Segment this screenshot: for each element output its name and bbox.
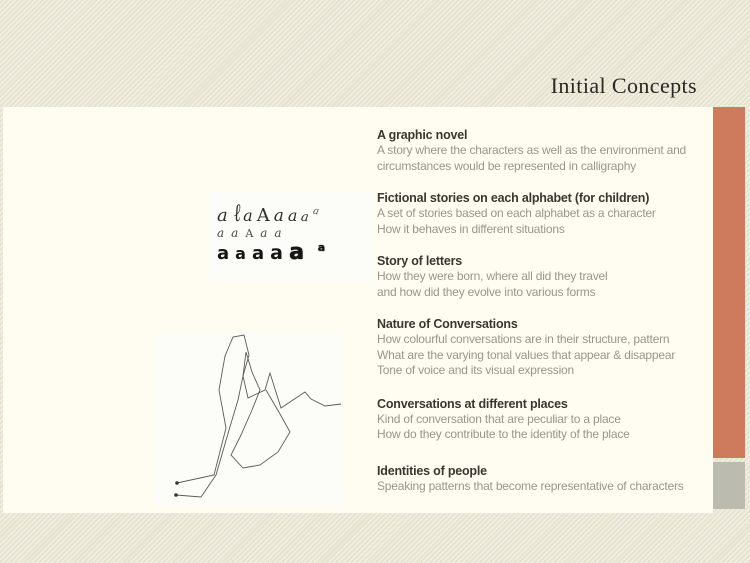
calligraphy-glyph: a bbox=[312, 205, 321, 218]
calligraphy-glyph: a bbox=[273, 206, 284, 226]
calligraphy-glyph: a bbox=[217, 226, 225, 240]
section-body-line: Speaking patterns that become representative of characters bbox=[377, 478, 684, 493]
calligraphy-glyph: a bbox=[243, 206, 253, 225]
calligraphy-image bbox=[209, 192, 371, 282]
calligraphy-glyph: a bbox=[217, 243, 230, 264]
calligraphy-glyph: a bbox=[270, 242, 283, 264]
section-body-line: What are the varying tonal values that appear & disappear bbox=[377, 347, 676, 362]
conversation-path-svg bbox=[155, 332, 343, 505]
calligraphy-glyph: ℓ bbox=[232, 197, 241, 228]
section-body-line: circumstances would be represented in calligraphy bbox=[377, 158, 637, 173]
calligraphy-glyph: a bbox=[288, 240, 304, 265]
section-heading: Story of letters bbox=[377, 254, 463, 268]
calligraphy-row bbox=[217, 226, 363, 240]
conversation-drawing-image bbox=[155, 332, 343, 505]
calligraphy-row bbox=[217, 240, 363, 265]
calligraphy-glyph: a bbox=[231, 226, 239, 240]
conversation-polyline bbox=[176, 352, 290, 497]
section-heading: A graphic novel bbox=[377, 128, 468, 142]
concept-section bbox=[377, 253, 697, 300]
concept-section bbox=[377, 190, 697, 237]
concept-section bbox=[377, 316, 697, 379]
concept-section bbox=[377, 396, 697, 443]
accent-bar-terracotta bbox=[713, 107, 745, 458]
section-body-line: How they were born, where all did they travel bbox=[377, 269, 608, 283]
section-body-line: Kind of conversation that are peculiar to a place bbox=[377, 411, 621, 426]
accent-bar-gray bbox=[713, 462, 745, 509]
calligraphy-glyph: a bbox=[217, 205, 228, 226]
calligraphy-glyph: a bbox=[287, 206, 298, 225]
calligraphy-row bbox=[217, 198, 363, 228]
calligraphy-glyph: A bbox=[256, 205, 270, 226]
calligraphy-glyph: a bbox=[274, 226, 282, 240]
concept-sections bbox=[377, 127, 697, 510]
section-body-line: A set of stories based on each alphabet as a character bbox=[377, 206, 656, 220]
section-body-line: Tone of voice and its visual expression bbox=[377, 363, 574, 377]
calligraphy-glyph: a bbox=[300, 209, 310, 226]
section-body-line: How it behaves in different situations bbox=[377, 221, 565, 236]
section-heading: Fictional stories on each alphabet (for children) bbox=[377, 191, 650, 205]
section-heading: Conversations at different places bbox=[377, 396, 568, 411]
path-endpoint-dot bbox=[174, 493, 178, 497]
section-body-line: How do they contribute to the identity of the place bbox=[377, 427, 630, 441]
section-body-line: and how did they evolve into various forms bbox=[377, 284, 596, 299]
conversation-polyline bbox=[177, 335, 341, 483]
page-title: Initial Concepts bbox=[550, 73, 697, 98]
section-body-line: A story where the characters as well as the environment and bbox=[377, 143, 687, 157]
section-body-line: How colourful conversations are in their structure, pattern bbox=[377, 332, 670, 346]
concept-section bbox=[377, 127, 697, 174]
section-heading: Identities of people bbox=[377, 463, 487, 478]
concept-section bbox=[377, 463, 697, 495]
section-heading: Nature of Conversations bbox=[377, 317, 518, 331]
calligraphy-glyph: a bbox=[260, 226, 268, 240]
path-endpoint-dot bbox=[175, 481, 179, 485]
calligraphy-glyph: a bbox=[317, 241, 326, 254]
calligraphy-glyph: a bbox=[235, 244, 246, 263]
calligraphy-glyph: a bbox=[251, 243, 265, 264]
calligraphy-glyph: A bbox=[245, 227, 254, 240]
